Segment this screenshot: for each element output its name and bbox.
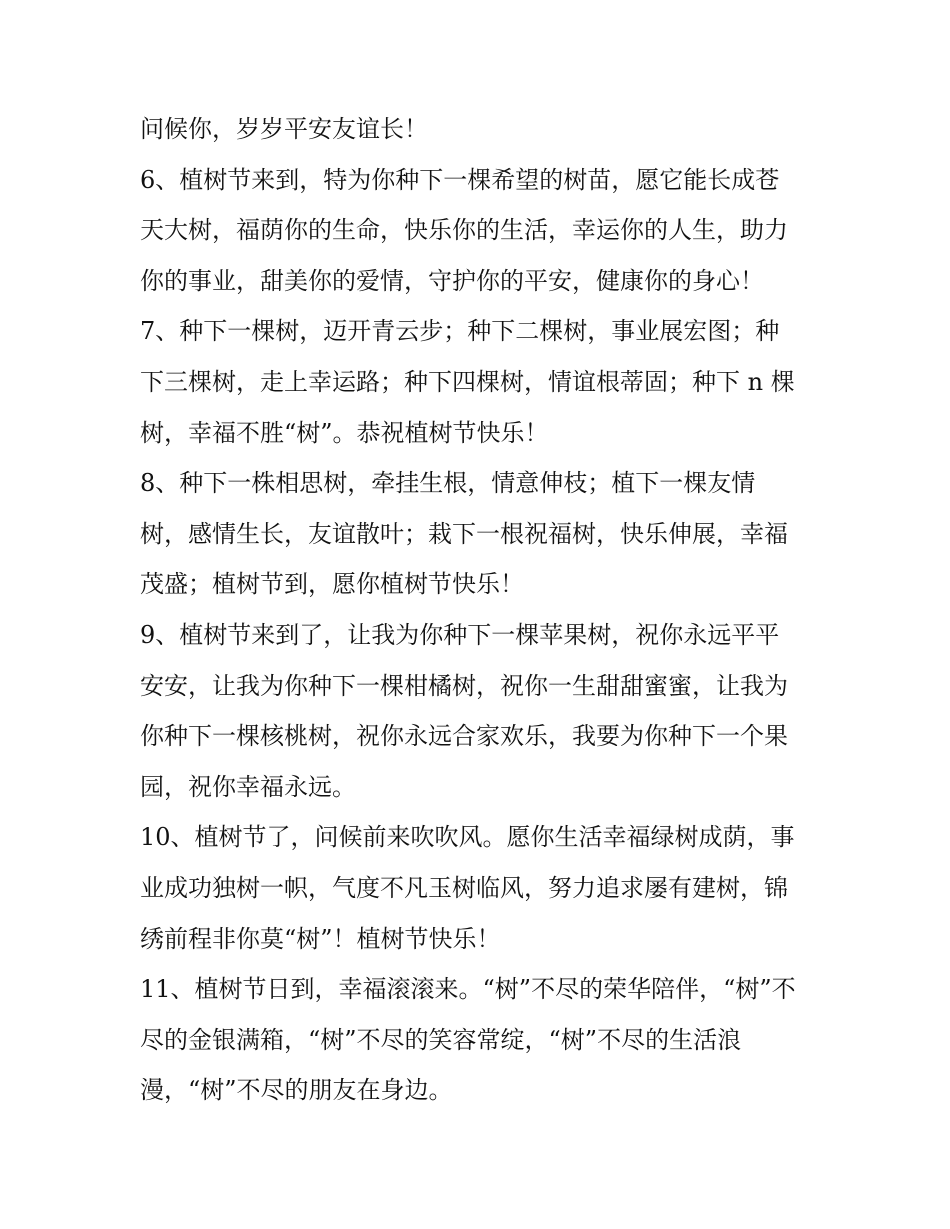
text-line: 10、植树节了，问候前来吹吹风。愿你生活幸福绿树成荫，事 bbox=[140, 823, 795, 852]
text-line: 业成功独树一帜，气度不凡玉树临风，努力追求屡有建树，锦 bbox=[140, 873, 788, 902]
text-line: 漫，“树”不尽的朋友在身边。 bbox=[140, 1076, 453, 1105]
document-body bbox=[140, 104, 820, 1116]
text-line: 天大树，福荫你的生命，快乐你的生活，幸运你的人生，助力 bbox=[140, 216, 788, 245]
text-line: 6、植树节来到，特为你种下一棵希望的树苗，愿它能长成苍 bbox=[140, 165, 780, 194]
text-line: 你的事业，甜美你的爱情，守护你的平安，健康你的身心！ bbox=[140, 266, 764, 295]
text-line: 下三棵树，走上幸运路；种下四棵树，情谊根蒂固；种下 n 棵 bbox=[140, 367, 795, 396]
text-line: 9、植树节来到了，让我为你种下一棵苹果树，祝你永远平平 bbox=[140, 620, 780, 649]
text-line: 树，感情生长，友谊散叶；栽下一根祝福树，快乐伸展，幸福 bbox=[140, 519, 788, 548]
text-line: 茂盛；植树节到，愿你植树节快乐！ bbox=[140, 570, 524, 599]
text-line: 树，幸福不胜“树”。恭祝植树节快乐！ bbox=[140, 418, 549, 447]
text-line: 安安，让我为你种下一棵柑橘树，祝你一生甜甜蜜蜜，让我为 bbox=[140, 671, 788, 700]
text-line: 绣前程非你莫“树”！植树节快乐！ bbox=[140, 924, 501, 953]
text-line: 8、种下一株相思树，牵挂生根，情意伸枝；植下一棵友情 bbox=[140, 469, 756, 498]
text-line: 园，祝你幸福永远。 bbox=[140, 772, 356, 801]
text-line: 7、种下一棵树，迈开青云步；种下二棵树，事业展宏图；种 bbox=[140, 317, 780, 346]
text-line: 11、植树节日到，幸福滚滚来。“树”不尽的荣华陪伴，“树”不 bbox=[140, 975, 796, 1004]
text-line: 尽的金银满箱，“树”不尽的笑容常绽，“树”不尽的生活浪 bbox=[140, 1025, 742, 1054]
text-line: 你种下一棵核桃树，祝你永远合家欢乐，我要为你种下一个果 bbox=[140, 722, 788, 751]
text-line: 问候你，岁岁平安友谊长！ bbox=[140, 115, 428, 143]
